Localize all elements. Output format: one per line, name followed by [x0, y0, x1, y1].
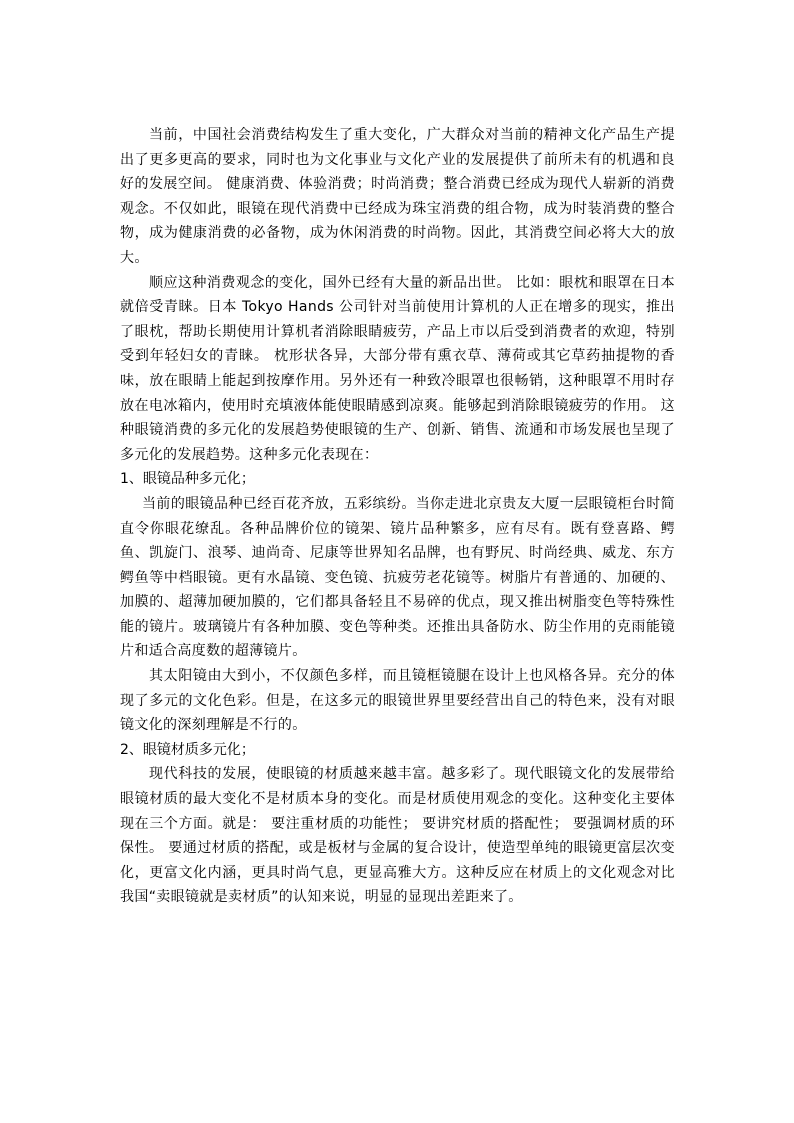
paragraph-new-products: 顺应这种消费观念的变化，国外已经有大量的新品出世。 比如：眼枕和眼罩在日本就倍受青睐。日本 Tokyo Hands 公司针对当前使用计算机的人正在增多的现实，推出了眼枕，帮助长期使用计算机者消除眼睛疲劳，产品上市以后受到消费者的欢迎，特别受到年轻妇女的青睐。 枕形状各异，大部分带有熏衣草、薄荷或其它草药抽提物的香味，放在眼睛上能起到按摩作用。另外还有一种致冷眼罩也很畅销，这种眼罩不用时存放在电冰箱内，使用时充填液体能使眼睛感到凉爽。能够起到消除眼镜疲劳的作用。 这种眼镜消费的多元化的发展趋势使眼镜的生产、创新、销售、流通和市场发展也呈现了多元化的发展趋势。这种多元化表现在：: [120, 274, 675, 463]
document-body: [120, 123, 675, 910]
paragraph-consumption-change: 当前，中国社会消费结构发生了重大变化，广大群众对当前的精神文化产品生产提出了更多更高的要求，同时也为文化事业与文化产业的发展提供了前所未有的机遇和良好的发展空间。 健康消费、体验消费；时尚消费；整合消费已经成为现代人崭新的消费观念。不仅如此，眼镜在现代消费中已经成为珠宝消费的组合物，成为时装消费的整合物，成为健康消费的必备物，成为休闲消费的时尚物。因此，其消费空间必将大大的放大。: [120, 127, 675, 266]
paragraph-material: 现代科技的发展，使眼镜的材质越来越丰富。越多彩了。现代眼镜文化的发展带给眼镜材质的最大变化不是材质本身的变化。而是材质使用观念的变化。这种变化主要体现在三个方面。就是： 要注重材质的功能性； 要讲究材质的搭配性； 要强调材质的环保性。 要通过材质的搭配，或是板材与金属的复合设计，使造型单纯的眼镜更富层次变化，更富文化内涵，更具时尚气息，更显高雅大方。这种反应在材质上的文化观念对比我国“卖眼镜就是卖材质”的认知来说，明显的显现出差距来了。: [120, 766, 675, 906]
paragraph-sunglasses: 其太阳镜由大到小，不仅颜色多样，而且镜框镜腿在设计上也风格各异。充分的体现了多元的文化色彩。但是，在这多元的眼镜世界里要经营出自己的特色来，没有对眼镜文化的深刻理解是不行的。: [120, 668, 675, 734]
section-heading-material: 2、眼镜材质多元化；: [120, 741, 255, 758]
section-heading-variety: 1、眼镜品种多元化；: [120, 471, 255, 488]
paragraph-variety: 当前的眼镜品种已经百花齐放，五彩缤纷。当你走进北京贵友大厦一层眼镜柜台时简直令你眼花缭乱。各种品牌价位的镜架、镜片品种繁多，应有尽有。既有登喜路、鳄鱼、凯旋门、浪琴、迪尚奇、尼康等世界知名品牌，也有野尻、时尚经典、威龙、东方鳄鱼等中档眼镜。更有水晶镜、变色镜、抗疲劳老花镜等。树脂片有普通的、加硬的、加膜的、超薄加硬加膜的，它们都具备轻且不易碎的优点，现又推出树脂变色等特殊性能的镜片。玻璃镜片有各种加膜、变色等种类。还推出具备防水、防尘作用的克雨能镜片和适合高度数的超薄镜片。: [120, 495, 675, 660]
